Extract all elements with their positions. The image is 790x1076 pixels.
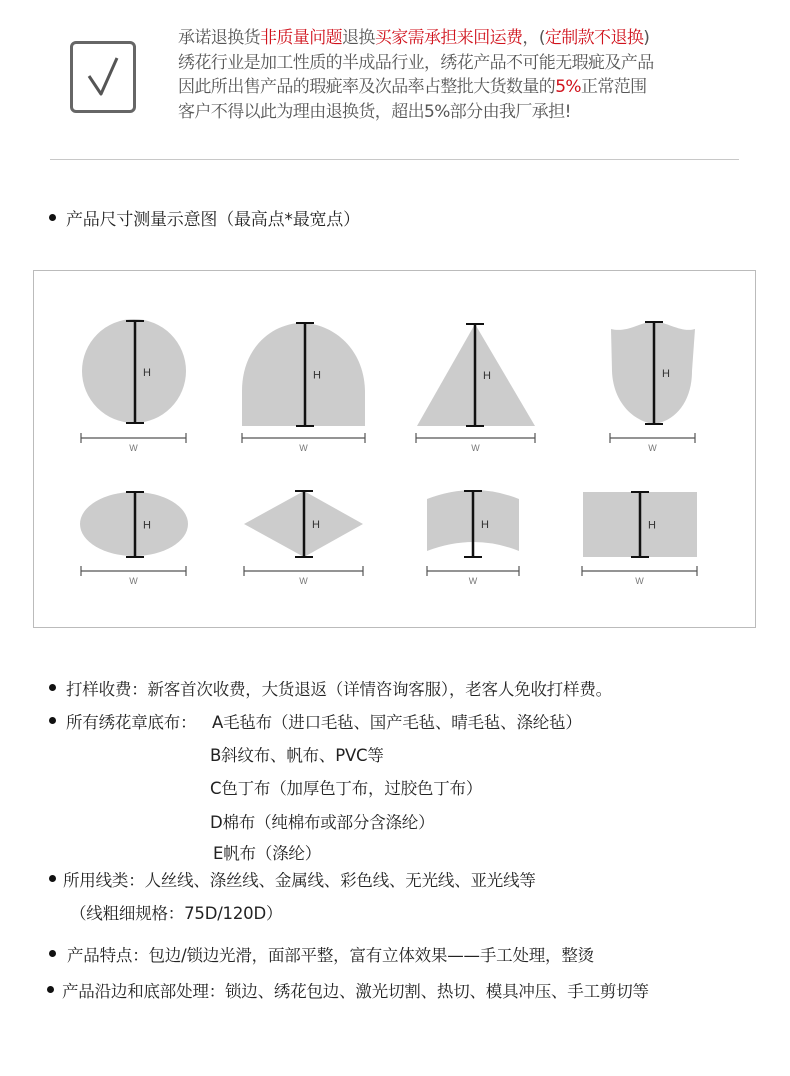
diagram-canvas [34, 271, 757, 629]
bullet-icon [47, 986, 54, 993]
section-title: 产品尺寸测量示意图（最高点*最宽点） [66, 210, 360, 230]
height-label: H [143, 519, 151, 532]
width-label: W [129, 576, 138, 586]
notice-segment: 买家需承担来回运费 [374, 28, 523, 48]
bullet-icon [49, 684, 56, 691]
bullet-icon [49, 875, 56, 882]
fabric-option-d: D棉布（纯棉布或部分含涤纶） [210, 813, 435, 832]
return-policy-notice [178, 26, 758, 124]
notice-segment: ，( [522, 28, 545, 48]
fabric-option-b: B斜纹布、帆布、PVC等 [210, 746, 384, 765]
size-measurement-diagram [33, 270, 756, 628]
product-features-text: 产品特点：包边/锁边光滑，面部平整，富有立体效果——手工处理，整烫 [67, 946, 594, 965]
height-label: H [143, 367, 151, 379]
notice-line-3: 因此所出售产品的瑕疵率及次品率占整批大货数量的5%正常范围 [178, 77, 647, 97]
width-label: W [299, 443, 308, 453]
notice-line-2: 绣花行业是加工性质的半成品行业，绣花产品不可能无瑕疵及产品 [178, 52, 654, 73]
width-label: W [129, 443, 138, 453]
bullet-icon [49, 950, 56, 957]
fabric-label: 所有绣花章底布： [66, 713, 197, 732]
notice-segment: 非质量问题 [260, 28, 342, 48]
notice-line-4: 客户不得以此为理由退换货，超出5%部分由我厂承担! [178, 101, 571, 122]
notice-line-1 [178, 26, 758, 51]
thread-types-text: 所用线类：人丝线、涤丝线、金属线、彩色线、无光线、亚光线等 [63, 871, 536, 890]
height-label: H [648, 519, 656, 532]
arch-shape [242, 323, 365, 426]
notice-segment: ) [643, 28, 650, 48]
notice-segment: 承诺退换货 [178, 28, 260, 48]
fabric-option-e: E帆布（涤纶） [213, 844, 322, 863]
height-label: H [313, 369, 321, 382]
height-label: H [662, 368, 670, 380]
edge-treatment-text: 产品沿边和底部处理：锁边、绣花包边、激光切割、热切、模具冲压、手工剪切等 [62, 982, 649, 1001]
height-label: H [481, 519, 489, 531]
bullet-icon [49, 214, 56, 221]
notice-segment: 退换 [342, 28, 375, 48]
notice-segment: 定制款不退换 [544, 28, 644, 48]
bullet-icon [49, 717, 56, 724]
width-label: W [299, 576, 308, 586]
width-label: W [468, 576, 478, 586]
fabric-option-a: A毛毡布（进口毛毡、国产毛毡、晴毛毡、涤纶毡） [212, 713, 582, 732]
fabric-option-c: C色丁布（加厚色丁布，过胶色丁布） [210, 779, 483, 798]
divider [50, 159, 739, 160]
height-label: H [483, 370, 491, 382]
width-label: W [471, 443, 480, 453]
thread-spec-text: （线粗细规格：75D/120D） [70, 904, 283, 923]
height-label: H [312, 519, 320, 531]
checkmark-icon-box [70, 41, 136, 113]
width-label: W [635, 576, 644, 586]
sample-fee-text: 打样收费：新客首次收费，大货退返（详情咨询客服），老客人免收打样费。 [66, 680, 612, 699]
checkmark-icon [83, 54, 123, 100]
width-label: W [648, 443, 657, 453]
